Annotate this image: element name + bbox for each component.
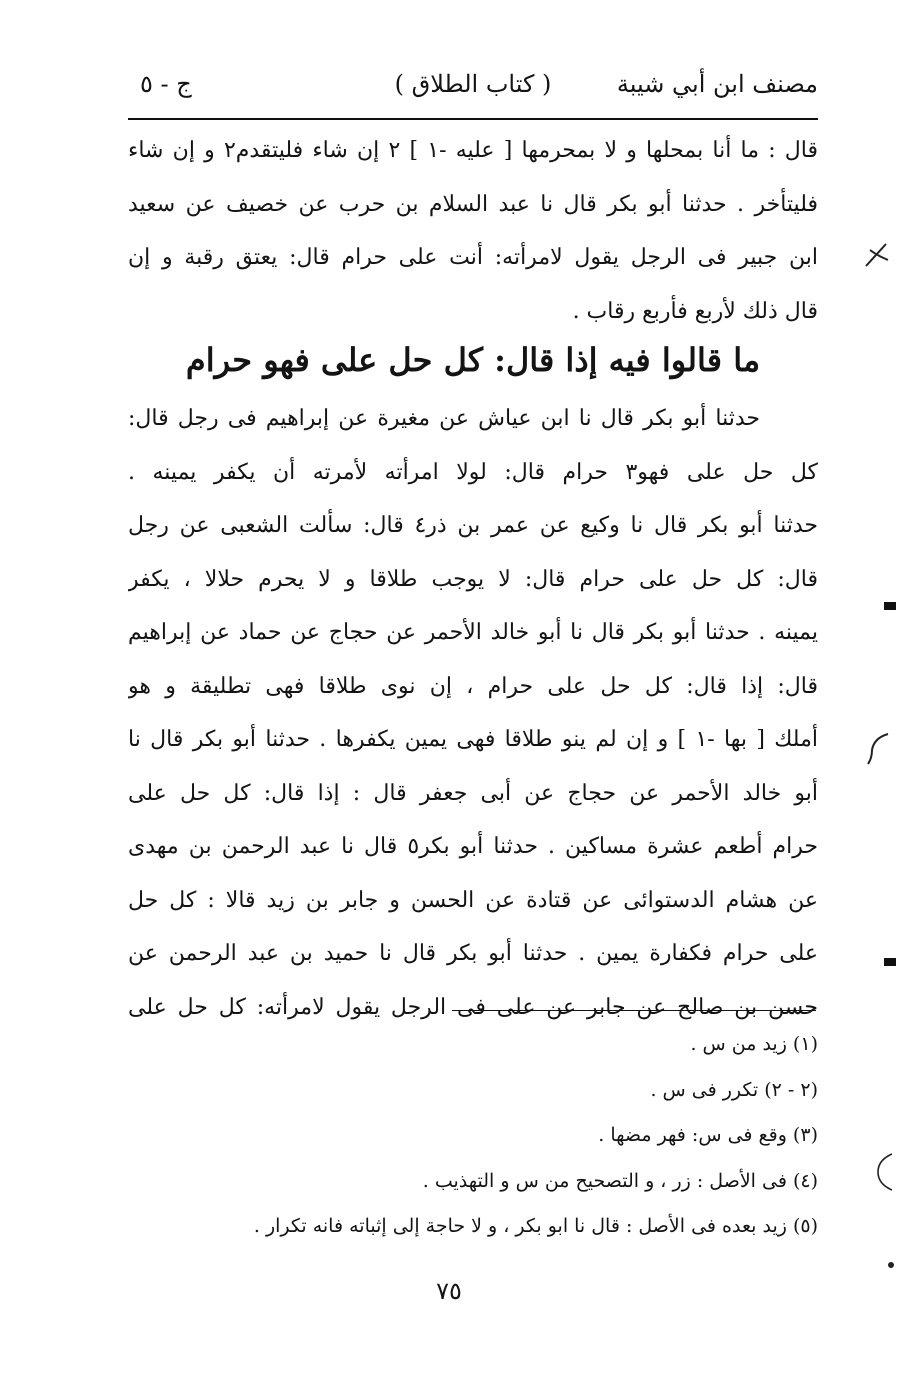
margin-cross-mark bbox=[862, 236, 892, 276]
footnote: (٥) زيد بعده فى الأصل : قال نا ابو بكر ، و لا حاجة إلى إثباته فانه تكرار . bbox=[253, 1215, 818, 1237]
footnote: (٤) فى الأصل : زر ، و التصحيح من س و التهذيب . bbox=[422, 1169, 818, 1192]
margin-bar-mark bbox=[884, 602, 896, 610]
text-line: كل حل على فهو٣ حرام قال: لولا امرأته لأمرته أن يكفر يمينه . bbox=[128, 459, 818, 485]
text-line: حسن بن صالح عن جابر عن على فى الرجل يقول لامرأته: كل حل على bbox=[128, 994, 818, 1020]
text-line: أبو خالد الأحمر عن حجاج عن أبى جعفر قال : إذا قال: كل حل على bbox=[128, 780, 818, 806]
book-title: مصنف ابن أبي شيبة bbox=[616, 70, 818, 98]
margin-hook-mark bbox=[864, 728, 894, 768]
text-line: قال: إذا قال: كل حل على حرام ، إن نوى طلاقا فهى تطليقة و هو bbox=[128, 673, 818, 699]
footnote-rule bbox=[452, 1010, 816, 1011]
text-line: ابن جبير فى الرجل يقول لامرأته: أنت على حرام قال: يعتق رقبة و إن bbox=[128, 245, 818, 270]
chapter-title: ( كتاب الطلاق ) bbox=[394, 70, 552, 98]
volume-label: ج - ٥ bbox=[140, 70, 192, 98]
paragraph-2 bbox=[128, 392, 818, 1034]
text-line: عن هشام الدستوائى عن قتادة عن الحسن و جابر بن زيد قالا : كل حل bbox=[128, 887, 818, 913]
section-heading: ما قالوا فيه إذا قال: كل حل على فهو حرام bbox=[185, 341, 761, 379]
page-number: ٧٥ bbox=[436, 1277, 462, 1305]
header-rule bbox=[128, 118, 818, 120]
footnote: (١) زيد من س . bbox=[690, 1033, 818, 1055]
text-line: قال : ما أنا بمحلها و لا بمحرمها [ عليه -١ ] ٢ إن شاء فليتقدم٢ و إن شاء bbox=[128, 138, 818, 163]
running-header bbox=[128, 64, 818, 108]
margin-bracket-mark bbox=[872, 1150, 896, 1194]
text-line: حدثنا أبو بكر قال نا ابن عياش عن مغيرة عن إبراهيم فى رجل قال: bbox=[128, 406, 760, 431]
margin-bar-mark bbox=[884, 958, 896, 966]
text-line: حدثنا أبو بكر قال نا وكيع عن عمر بن ذر٤ قال: سألت الشعبى عن رجل bbox=[128, 513, 818, 538]
text-line: على حرام فكفارة يمين . حدثنا أبو بكر قال نا حميد بن عبد الرحمن عن bbox=[128, 941, 818, 966]
text-line: يمينه . حدثنا أبو بكر قال نا أبو خالد الأحمر عن حجاج عن حماد عن إبراهيم bbox=[128, 620, 818, 645]
footnote: (٣) وقع فى س: فهر مضها . bbox=[598, 1124, 818, 1146]
text-line: قال ذلك لأربع فأربع رقاب . bbox=[572, 298, 818, 324]
text-line: حرام أطعم عشرة مساكين . حدثنا أبو بكر٥ قال نا عبد الرحمن بن مهدى bbox=[128, 834, 818, 859]
paragraph-1 bbox=[128, 124, 818, 338]
text-line: فليتأخر . حدثنا أبو بكر قال نا عبد السلام بن حرب عن خصيف عن سعيد bbox=[128, 191, 818, 217]
margin-dot-mark bbox=[888, 1262, 894, 1268]
footnotes bbox=[128, 1022, 818, 1250]
footnote: (٢ - ٢) تكرر فى س . bbox=[650, 1078, 818, 1101]
text-line: قال: كل حل على حرام قال: لا يوجب طلاقا و لا يحرم حلالا ، يكفر bbox=[128, 566, 818, 592]
text-line: أملك [ بها -١ ] و إن لم ينو طلاقا فهى يمين يكفرها . حدثنا أبو بكر قال نا bbox=[128, 727, 818, 752]
